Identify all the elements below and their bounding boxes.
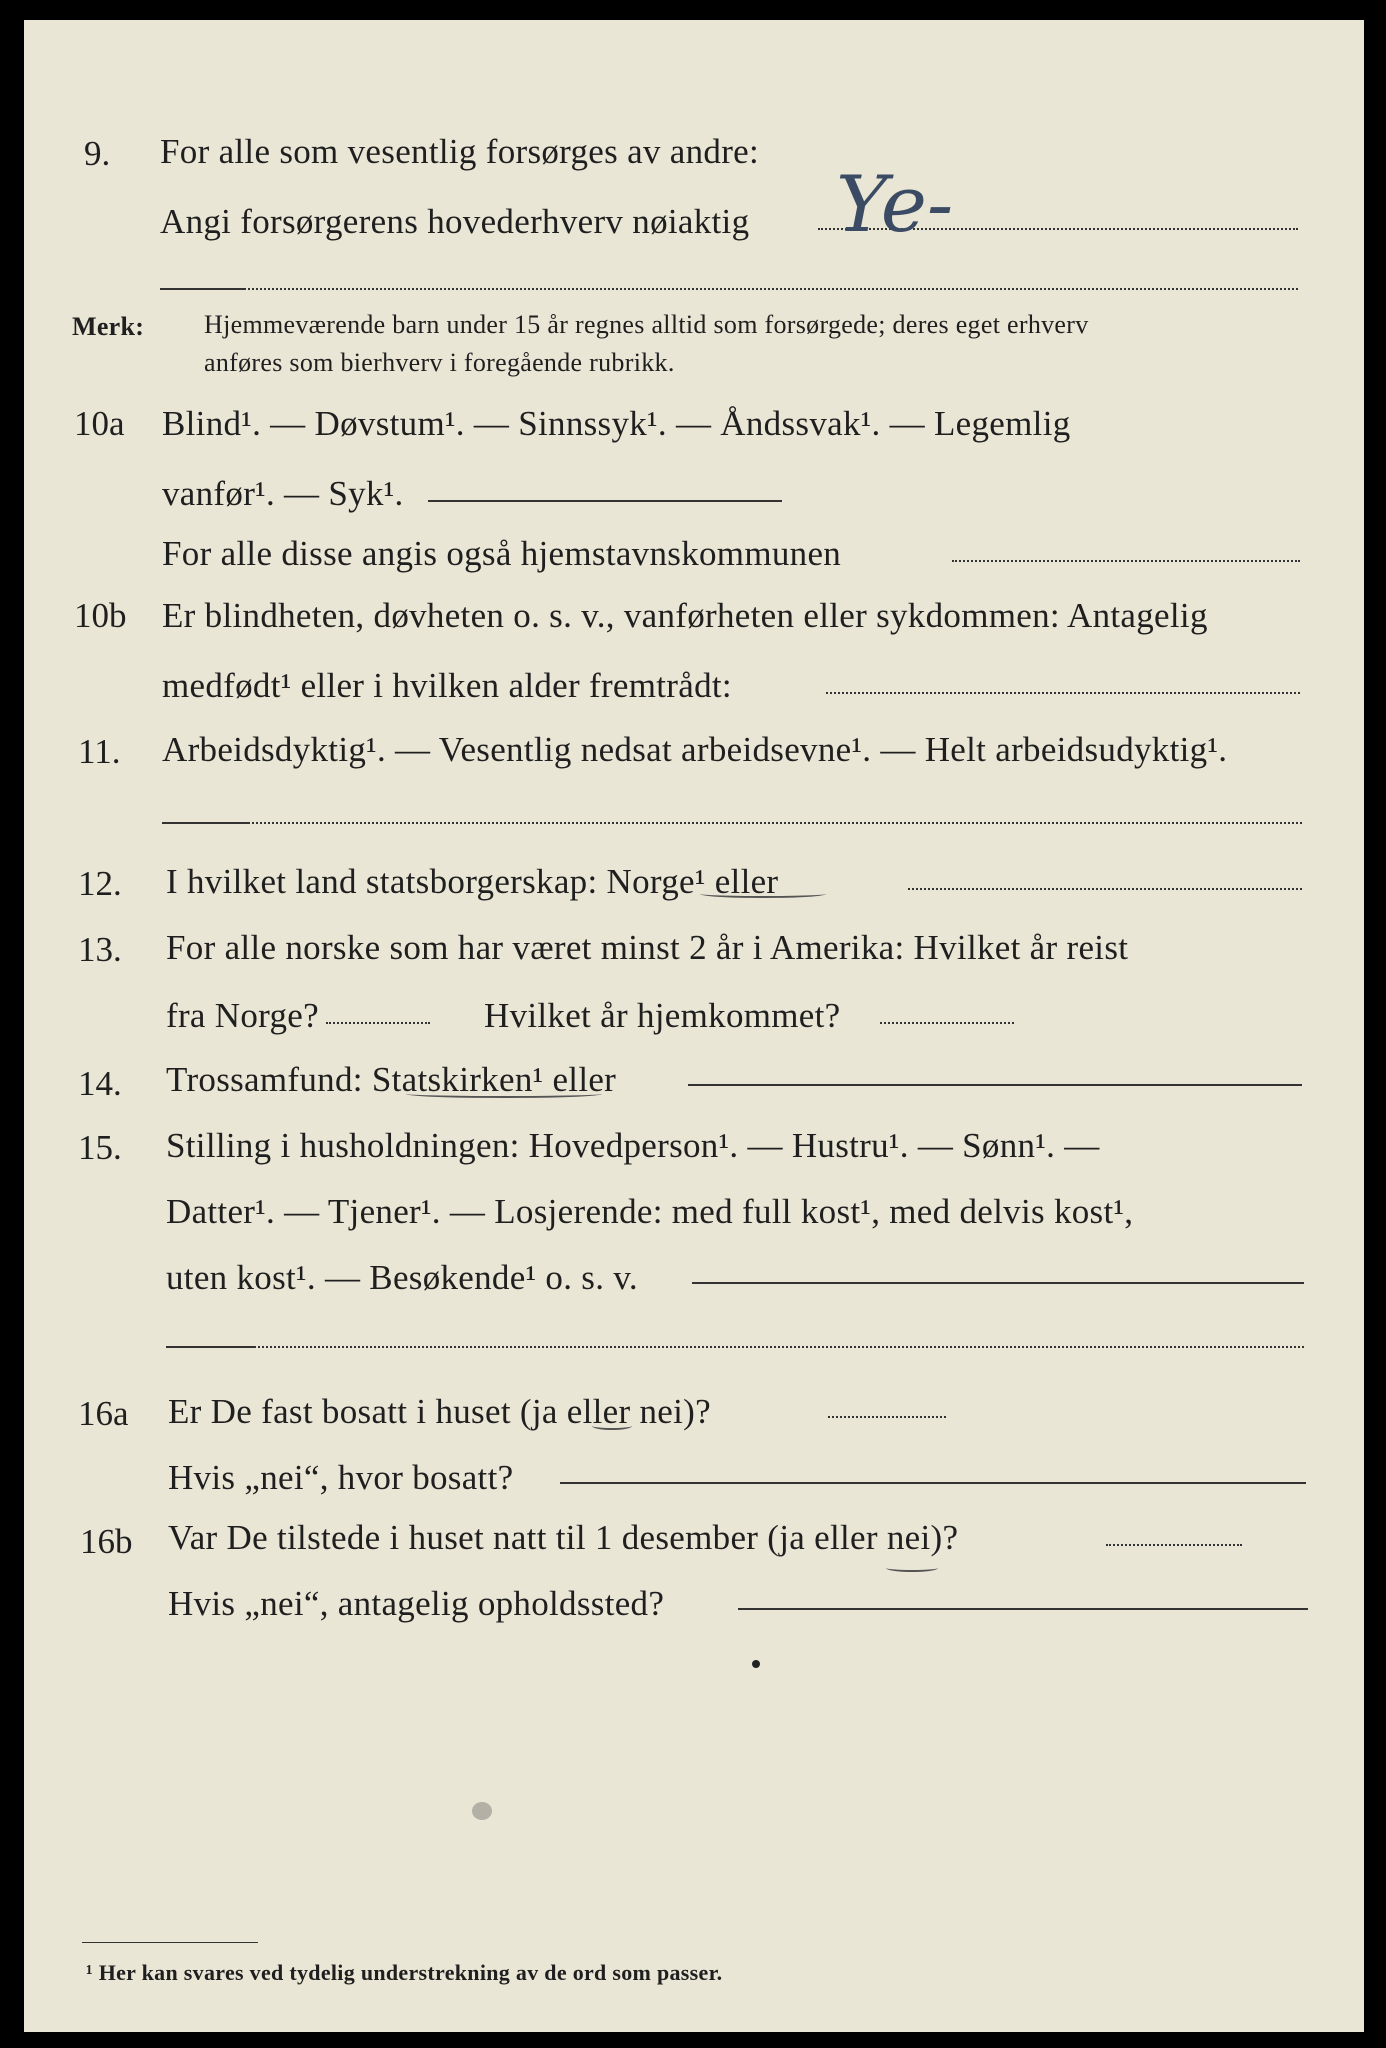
q16a-bosatt-answer-line [560, 1482, 1306, 1484]
q9-second-line-start [160, 288, 244, 290]
q15-line3: uten kost¹. — Besøkende¹ o. s. v. [166, 1258, 638, 1297]
q10a-line3: For alle disse angis også hjemstavnskommunen [162, 534, 842, 573]
q11-line1: Arbeidsdyktig¹. — Vesentlig nedsat arbeidsevne¹. — Helt arbeidsudyktig¹. [162, 730, 1228, 769]
q16b-answer-line [1106, 1544, 1242, 1546]
q12-line1: I hvilket land statsborgerskap: Norge¹ eller [166, 862, 779, 901]
ink-dot [752, 1660, 760, 1668]
q15-answer-line [692, 1282, 1304, 1284]
q10b-answer-line [826, 692, 1300, 694]
q15-number: 15. [78, 1128, 122, 1167]
q13-line2b: Hvilket år hjemkommet? [484, 996, 841, 1035]
q11-answer-line [248, 822, 1302, 824]
q16b-number: 16b [80, 1522, 133, 1561]
q12-answer-line [908, 888, 1302, 890]
q14-answer-line [688, 1084, 1302, 1086]
q16b-ja-underline [886, 1564, 938, 1572]
q12-number: 12. [78, 864, 122, 903]
q10a-hjemstavn-answer-line [952, 560, 1300, 562]
q16a-ja-underline [592, 1422, 632, 1430]
q16b-line1: Var De tilstede i huset natt til 1 desember (ja eller nei)? [168, 1518, 959, 1557]
footnote-rule [82, 1942, 258, 1943]
q12-norge-underline [700, 890, 826, 898]
paper-mark [472, 1802, 492, 1820]
q13-line2a: fra Norge? [166, 996, 319, 1035]
q10b-number: 10b [74, 596, 127, 635]
q10a-syk-answer-line [428, 500, 782, 502]
q10a-line2: vanfør¹. — Syk¹. [162, 474, 404, 513]
q11-line-start [162, 822, 248, 824]
q13-line1: For alle norske som har været minst 2 år i Amerika: Hvilket år reist [166, 928, 1129, 967]
q16a-line2: Hvis „nei“, hvor bosatt? [168, 1458, 514, 1497]
q16a-answer-line [828, 1416, 946, 1418]
q16a-line1: Er De fast bosatt i huset (ja eller nei)? [168, 1392, 711, 1431]
q13-number: 13. [78, 930, 122, 969]
footnote-text: ¹ Her kan svares ved tydelig understrekning av de ord som passer. [86, 1960, 723, 1985]
q10b-line1: Er blindheten, døvheten o. s. v., vanførheten eller sykdommen: Antagelig [162, 596, 1208, 635]
q9-second-answer-line [244, 288, 1298, 290]
q14-line1: Trossamfund: Statskirken¹ eller [166, 1060, 617, 1099]
merk-label: Merk: [72, 312, 145, 341]
q9-handwritten-answer: Ye- [836, 160, 954, 250]
q9-line1: For alle som vesentlig forsørges av andre: [160, 132, 760, 171]
q13-reist-answer-line [326, 1022, 430, 1024]
q10a-number: 10a [74, 404, 125, 443]
q15-line1: Stilling i husholdningen: Hovedperson¹. — Hustru¹. — Sønn¹. — [166, 1126, 1100, 1165]
q16b-line2: Hvis „nei“, antagelig opholdssted? [168, 1584, 665, 1623]
q9-number: 9. [84, 134, 111, 173]
q14-number: 14. [78, 1064, 122, 1103]
q10a-line1: Blind¹. — Døvstum¹. — Sinnssyk¹. — Åndssvak¹. — Legemlig [162, 404, 1071, 443]
q16b-opholdssted-answer-line [738, 1608, 1308, 1610]
q14-statskirken-underline [406, 1090, 602, 1098]
q11-number: 11. [78, 732, 121, 771]
q10b-line2: medfødt¹ eller i hvilken alder fremtrådt: [162, 666, 732, 705]
q15-second-answer-line [254, 1346, 1304, 1348]
q16a-number: 16a [78, 1394, 129, 1433]
q15-line2: Datter¹. — Tjener¹. — Losjerende: med full kost¹, med delvis kost¹, [166, 1192, 1134, 1231]
q13-hjemkommet-answer-line [880, 1022, 1014, 1024]
q15-second-line-start [166, 1346, 254, 1348]
q9-line2: Angi forsørgerens hovederhverv nøiaktig [160, 202, 750, 241]
merk-line1: Hjemmeværende barn under 15 år regnes alltid som forsørgede; deres eget erhverv [204, 310, 1089, 339]
merk-line2: anføres som bierhverv i foregående rubrikk. [204, 348, 675, 377]
